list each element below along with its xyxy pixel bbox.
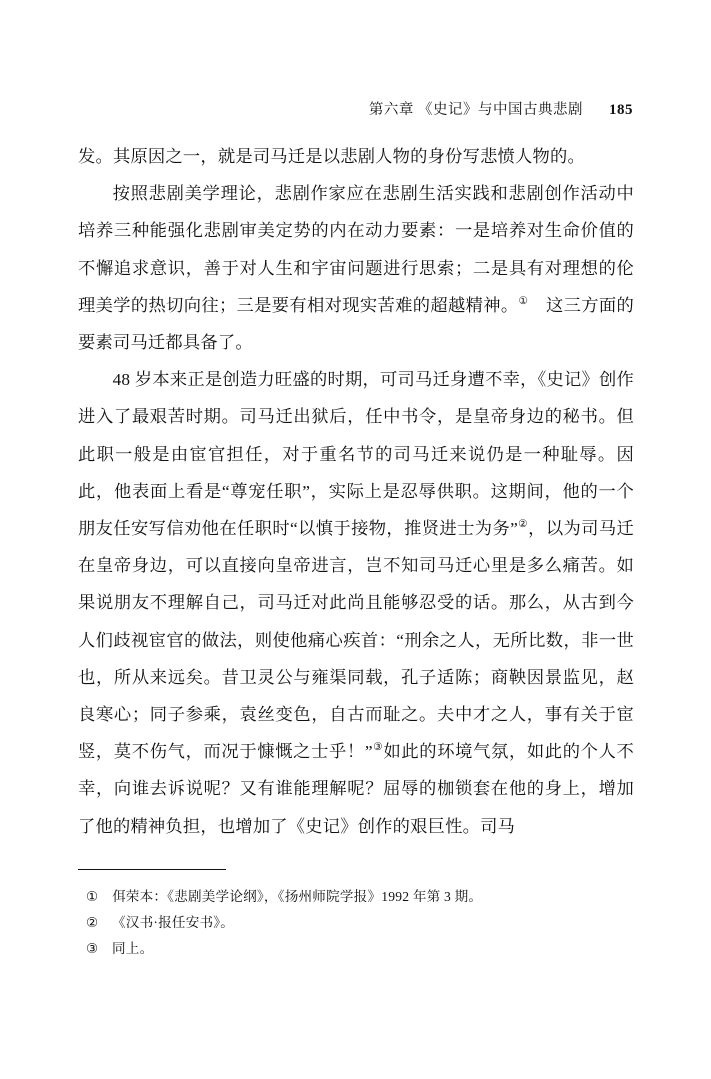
footnote-marker: ② <box>86 915 99 930</box>
footnote-marker: ① <box>86 889 99 904</box>
footnote-item <box>78 936 634 962</box>
footnote-divider <box>78 869 226 870</box>
body-text <box>78 138 634 845</box>
footnote-ref-1[interactable]: ① <box>518 295 529 308</box>
footnote-text: 佴荣本：《悲剧美学论纲》，《扬州师院学报》1992 年第 3 期。 <box>112 889 483 904</box>
paragraph-2-text: 按照悲剧美学理论，悲剧作家应在悲剧生活实践和悲剧创作活动中培养三种能强化悲剧审美定势的内在动力要素：一是培养对生命价值的不懈追求意识，善于对人生和宇宙问题进行思索；二是具有对理想的伦理美学的热切向往；三是要有相对现实苦难的超越精神。 <box>78 184 634 315</box>
footnote-ref-3[interactable]: ③ <box>372 741 384 754</box>
footnote-item <box>78 884 634 910</box>
page-header <box>0 98 711 119</box>
footnote-ref-2[interactable]: ② <box>517 518 529 531</box>
paragraph-2-tail: 这三方面的要素司马迁都具备了。 <box>78 295 634 353</box>
paragraph-3 <box>78 361 634 845</box>
paragraph-1-text: 发。其原因之一，就是司马迁是以悲剧人物的身份写悲愤人物的。 <box>78 147 585 166</box>
header-chapter-title: 第六章 《史记》与中国古典悲剧 <box>368 102 583 118</box>
footnote-text: 同上。 <box>112 941 154 956</box>
paragraph-2 <box>78 175 634 361</box>
paragraph-3-text: 48 岁本来正是创造力旺盛的时期，可司马迁身遭不幸，《史记》创作进入了最艰苦时期。司马迁出狱后，任中书令，是皇帝身边的秘书。但此职一般是由宦官担任，对于重名节的司马迁来说仍是一种耻辱。因此，他表面上看是“尊宠任职”，实际上是忍辱供职。这期间，他的一个朋友任安写信劝他在任职时“以慎于接物，推贤进士为务” <box>78 370 634 539</box>
paragraph-1 <box>78 138 634 175</box>
footnote-marker: ③ <box>86 941 99 956</box>
footnotes-section <box>78 884 634 962</box>
page-number: 185 <box>609 102 633 118</box>
paragraph-3-tail-2: 如此的环境气氛，如此的个人不幸，向谁去诉说呢？又有谁能理解呢？屈辱的枷锁套在他的身上，增加了他的精神负担，也增加了《史记》创作的艰巨性。司马 <box>78 742 635 836</box>
paragraph-3-tail: ，以为司马迁在皇帝身边，可以直接向皇帝进言，岂不知司马迁心里是多么痛苦。如果说朋友不理解自己，司马迁对此尚且能够忍受的话。那么，从古到今人们歧视宦官的做法，则使他痛心疾首：“刑余之人，无所比数，非一世也，所从来远矣。昔卫灵公与雍渠同载，孔子适陈；商鞅因景监见，赵良寒心；同子参乘，袁丝变色，自古而耻之。夫中才之人，事有关于宦竖，莫不伤气，而况于慷慨之士乎！” <box>78 519 634 762</box>
footnote-item <box>78 910 634 936</box>
footnote-text: 《汉书·报任安书》。 <box>112 915 235 930</box>
